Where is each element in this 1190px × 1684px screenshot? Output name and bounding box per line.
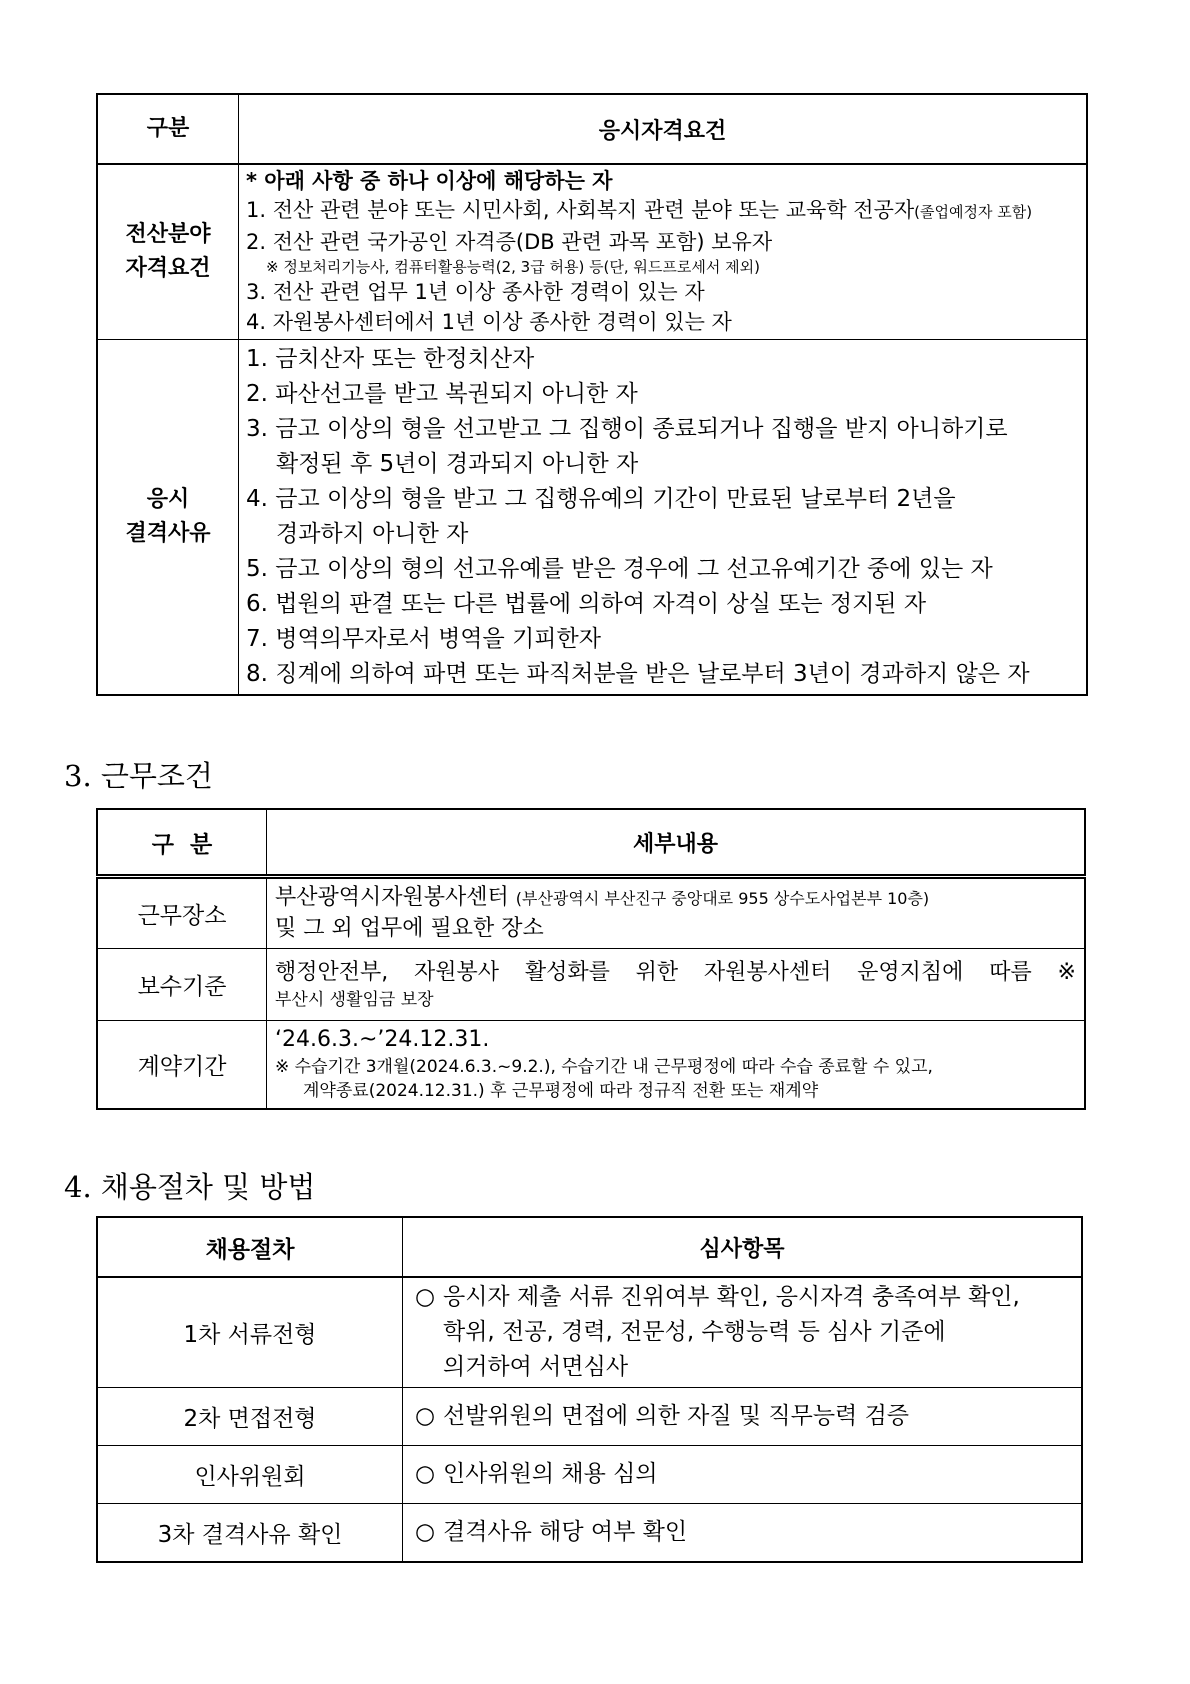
header-category: 구분 bbox=[97, 94, 239, 164]
procedure-row bbox=[97, 1277, 1082, 1388]
procedure-row bbox=[97, 1446, 1082, 1504]
section-title-recruitment-procedure: 4. 채용절차 및 방법 bbox=[64, 1170, 316, 1204]
procedure-content: ○ 인사위원의 채용 심의 bbox=[403, 1446, 1083, 1504]
qualification-table-header bbox=[97, 94, 1087, 164]
section-title-working-conditions: 3. 근무조건 bbox=[64, 759, 213, 793]
procedure-row bbox=[97, 1388, 1082, 1446]
qualification-heading: * 아래 사항 중 하나 이상에 해당하는 자 bbox=[246, 169, 613, 193]
recruitment-procedure-table bbox=[96, 1216, 1083, 1563]
it-qualification-label: 전산분야 자격요건 bbox=[97, 164, 239, 340]
disqualification-item: 6. 법원의 판결 또는 다른 법률에 의하여 자격이 상실 또는 정지된 자 bbox=[246, 591, 927, 617]
disqualification-label: 응시 결격사유 bbox=[97, 340, 239, 696]
disqualification-item-cont: 확정된 후 5년이 경과되지 아니한 자 bbox=[276, 451, 639, 477]
disqualification-item: 4. 금고 이상의 형을 받고 그 집행유예의 기간이 만료된 날로부터 2년을 bbox=[246, 486, 956, 512]
header-review-items: 심사항목 bbox=[403, 1217, 1083, 1277]
contract-period-row bbox=[97, 1021, 1085, 1109]
circle-bullet-icon: ○ bbox=[415, 1284, 436, 1310]
qualification-note: ※ 정보처리기능사, 컴퓨터활용능력(2, 3급 허용) 등(단, 워드프로세서 제외) bbox=[266, 258, 760, 276]
disqualification-item: 3. 금고 이상의 형을 선고받고 그 집행이 종료되거나 집행을 받지 아니하기로 bbox=[246, 416, 1008, 442]
procedure-content: ○ 결격사유 해당 여부 확인 bbox=[403, 1504, 1083, 1562]
salary-label: 보수기준 bbox=[97, 949, 267, 1021]
disqualification-content bbox=[239, 340, 1088, 696]
procedure-label: 2차 면접전형 bbox=[97, 1388, 403, 1446]
procedure-label: 1차 서류전형 bbox=[97, 1277, 403, 1388]
qualification-item: 4. 자원봉사센터에서 1년 이상 종사한 경력이 있는 자 bbox=[246, 310, 732, 334]
working-conditions-header bbox=[97, 809, 1085, 877]
qualification-table bbox=[96, 93, 1088, 696]
workplace-content: 부산광역시자원봉사센터 (부산광역시 부산진구 중앙대로 955 상수도사업본부 10층) 및 그 외 업무에 필요한 장소 bbox=[267, 877, 1086, 949]
procedure-content: ○ 응시자 제출 서류 진위여부 확인, 응시자격 충족여부 확인, 학위, 전공, 경력, 전문성, 수행능력 등 심사 기준에 의거하여 서면심사 bbox=[403, 1277, 1083, 1388]
qualification-item: 2. 전산 관련 국가공인 자격증(DB 관련 과목 포함) 보유자 bbox=[246, 230, 773, 254]
header-procedure: 채용절차 bbox=[97, 1217, 403, 1277]
qualification-item: 1. 전산 관련 분야 또는 시민사회, 사회복지 관련 분야 또는 교육학 전공자(졸업예정자 포함) bbox=[246, 198, 1033, 222]
procedure-label: 인사위원회 bbox=[97, 1446, 403, 1504]
circle-bullet-icon: ○ bbox=[415, 1461, 436, 1487]
procedure-row bbox=[97, 1504, 1082, 1562]
procedure-label: 3차 결격사유 확인 bbox=[97, 1504, 403, 1562]
disqualification-item: 5. 금고 이상의 형의 선고유예를 받은 경우에 그 선고유예기간 중에 있는 자 bbox=[246, 556, 993, 582]
it-qualification-content bbox=[239, 164, 1088, 340]
header-category: 구 분 bbox=[97, 809, 267, 877]
it-qualification-row bbox=[97, 164, 1087, 340]
circle-bullet-icon: ○ bbox=[415, 1403, 436, 1429]
disqualification-item: 8. 징계에 의하여 파면 또는 파직처분을 받은 날로부터 3년이 경과하지 않은 자 bbox=[246, 661, 1030, 687]
workplace-label: 근무장소 bbox=[97, 877, 267, 949]
contract-period-label: 계약기간 bbox=[97, 1021, 267, 1109]
disqualification-item: 2. 파산선고를 받고 복권되지 아니한 자 bbox=[246, 381, 638, 407]
salary-content: 행정안전부, 자원봉사 활성화를 위한 자원봉사센터 운영지침에 따름 ※ 부산시 생활임금 보장 bbox=[267, 949, 1086, 1021]
contract-period-content: ‘24.6.3.~’24.12.31. ※ 수습기간 3개월(2024.6.3.~9.2.), 수습기간 내 근무평정에 따라 수습 종료할 수 있고, 계약종료(2024.12.31.) 후 근무평정에 따라 정규직 전환 또는 재계약 bbox=[267, 1021, 1086, 1109]
working-conditions-table bbox=[96, 808, 1086, 1110]
salary-row bbox=[97, 949, 1085, 1021]
qualification-item: 3. 전산 관련 업무 1년 이상 종사한 경력이 있는 자 bbox=[246, 280, 705, 304]
circle-bullet-icon: ○ bbox=[415, 1518, 436, 1545]
disqualification-item: 7. 병역의무자로서 병역을 기피한자 bbox=[246, 626, 601, 652]
header-requirements: 응시자격요건 bbox=[239, 94, 1088, 164]
procedure-content: ○ 선발위원의 면접에 의한 자질 및 직무능력 검증 bbox=[403, 1388, 1083, 1446]
workplace-row bbox=[97, 877, 1085, 949]
header-details: 세부내용 bbox=[267, 809, 1086, 877]
disqualification-item: 1. 금치산자 또는 한정치산자 bbox=[246, 346, 535, 372]
disqualification-item-cont: 경과하지 아니한 자 bbox=[276, 521, 469, 547]
recruitment-header bbox=[97, 1217, 1082, 1277]
disqualification-row bbox=[97, 340, 1087, 696]
